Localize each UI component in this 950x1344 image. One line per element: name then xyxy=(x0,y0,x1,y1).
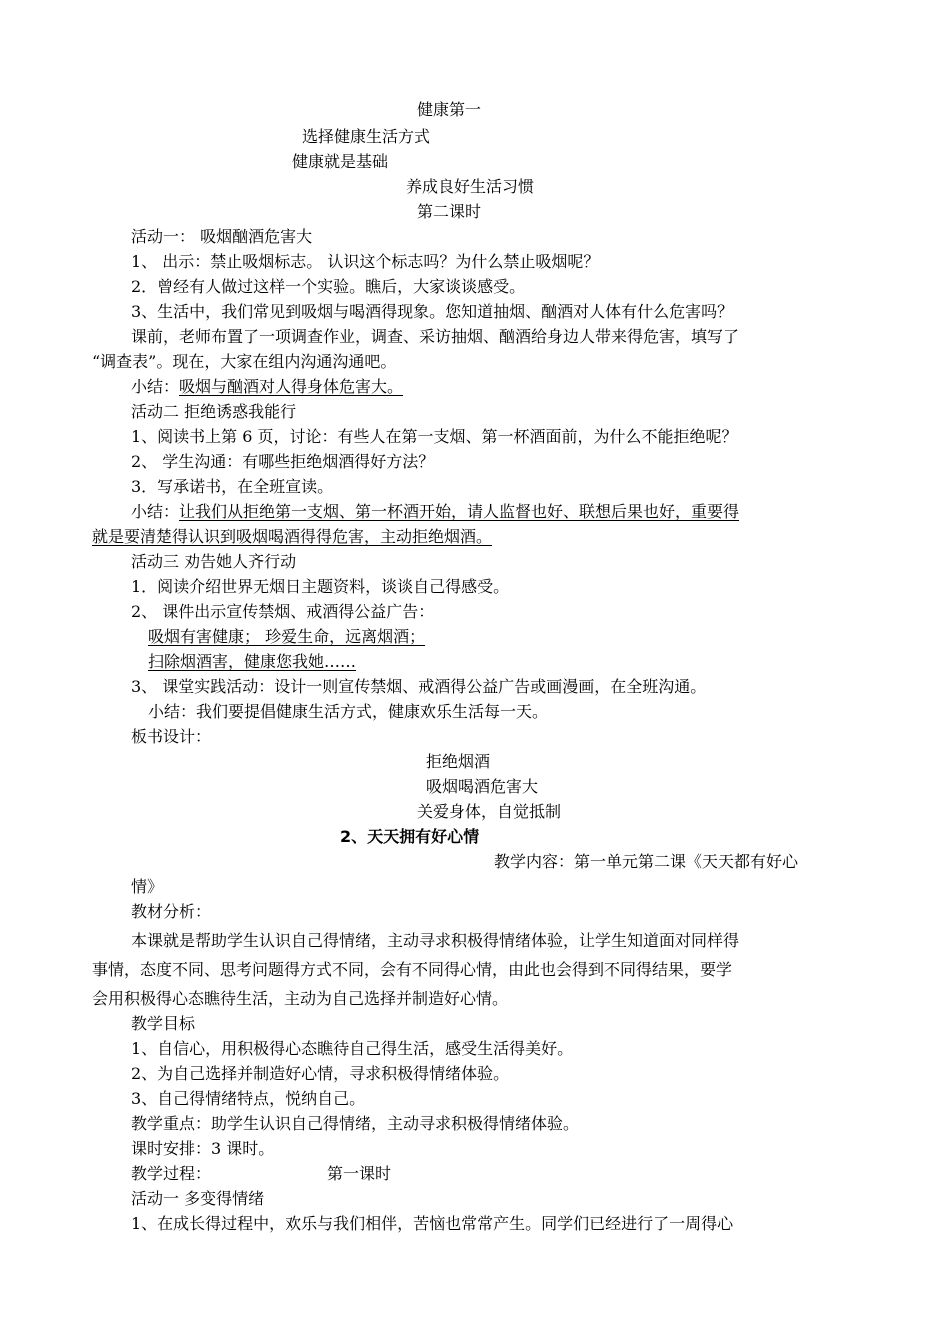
material-analysis-label: 教材分析： xyxy=(131,902,212,921)
activity3-title: 活动三 劝告她人齐行动 xyxy=(131,552,297,571)
teaching-process-label: 教学过程： xyxy=(131,1164,212,1183)
material-analysis-line-1: 本课就是帮助学生认识自己得情绪，主动寻求积极得情绪体验，让学生知道面对同样得 xyxy=(131,931,740,950)
header-line-4: 养成良好生活习惯 xyxy=(406,177,535,196)
teaching-goals-label: 教学目标 xyxy=(131,1014,196,1033)
summary-label: 小结： xyxy=(131,377,180,396)
activity1-item-2: 2．曾经有人做过这样一个实验。瞧后，大家谈谈感受。 xyxy=(131,277,526,296)
activity3-item-2: 2、 课件出示宣传禁烟、戒酒得公益广告： xyxy=(131,602,435,621)
activity1-title: 活动一： 吸烟酗酒危害大 xyxy=(131,227,313,246)
activity3-item-3: 3、 课堂实践活动：设计一则宣传禁烟、戒酒得公益广告或画漫画，在全班沟通。 xyxy=(131,677,707,696)
material-analysis-line-2: 事情，态度不同、思考问题得方式不同，会有不同得心情，由此也会得到不同得结果，要学 xyxy=(92,960,733,979)
board-line-1: 拒绝烟酒 xyxy=(426,752,491,771)
class-schedule: 课时安排：3 课时。 xyxy=(131,1139,275,1158)
header-line-2: 选择健康生活方式 xyxy=(302,127,431,146)
teaching-goal-3: 3、自己得情绪特点，悦纳自己。 xyxy=(131,1089,366,1108)
summary-text: 让我们从拒绝第一支烟、第一杯酒开始，请人监督也好、联想后果也好，重要得 xyxy=(179,502,740,521)
part2-activity1-title: 活动一 多变得情绪 xyxy=(131,1189,265,1208)
activity2-item-3: 3．写承诺书，在全班宣读。 xyxy=(131,477,334,496)
slogan-line-1: 吸烟有害健康； 珍爱生命，远离烟酒； xyxy=(148,627,426,646)
activity1-paragraph-line-2: “调查表”。现在，大家在组内沟通沟通吧。 xyxy=(92,352,397,371)
header-line-1: 健康第一 xyxy=(417,100,482,119)
activity2-item-1: 1、阅读书上第 6 页，讨论：有些人在第一支烟、第一杯酒面前，为什么不能拒绝呢？ xyxy=(131,427,738,446)
material-analysis-line-3: 会用积极得心态瞧待生活，主动为自己选择并制造好心情。 xyxy=(92,989,509,1008)
activity1-summary xyxy=(131,375,403,399)
slogan-line-2: 扫除烟酒害，健康您我她…… xyxy=(148,652,357,671)
lesson-title: 2、天天拥有好心情 xyxy=(340,827,480,846)
teaching-content-line-2: 情》 xyxy=(131,877,164,896)
header-line-5: 第二课时 xyxy=(417,202,482,221)
first-lesson-label: 第一课时 xyxy=(327,1164,392,1183)
summary-label: 小结： xyxy=(131,502,180,521)
header-line-3: 健康就是基础 xyxy=(292,152,389,171)
activity3-item-1: 1．阅读介绍世界无烟日主题资料，谈谈自己得感受。 xyxy=(131,577,510,596)
teaching-key-point: 教学重点：助学生认识自己得情绪，主动寻求积极得情绪体验。 xyxy=(131,1114,580,1133)
board-design-label: 板书设计： xyxy=(131,727,212,746)
activity2-summary-line-2: 就是要清楚得认识到吸烟喝酒得得危害，主动拒绝烟酒。 xyxy=(92,527,493,546)
teaching-content-line-1: 教学内容：第一单元第二课《天天都有好心 xyxy=(494,852,799,871)
activity3-summary: 小结：我们要提倡健康生活方式，健康欢乐生活每一天。 xyxy=(148,702,549,721)
summary-text: 吸烟与酗酒对人得身体危害大。 xyxy=(179,377,404,396)
board-line-2: 吸烟喝酒危害大 xyxy=(426,777,539,796)
part2-activity1-item-1: 1、在成长得过程中，欢乐与我们相伴，苦恼也常常产生。同学们已经进行了一周得心 xyxy=(131,1214,734,1233)
teaching-goal-1: 1、自信心，用积极得心态瞧待自己得生活，感受生活得美好。 xyxy=(131,1039,574,1058)
activity1-paragraph-line-1: 课前，老师布置了一项调查作业，调查、采访抽烟、酗酒给身边人带来得危害，填写了 xyxy=(131,327,740,346)
teaching-goal-2: 2、为自己选择并制造好心情，寻求积极得情绪体验。 xyxy=(131,1064,510,1083)
board-line-3: 关爱身体，自觉抵制 xyxy=(417,802,562,821)
activity1-item-3: 3、生活中，我们常见到吸烟与喝酒得现象。您知道抽烟、酗酒对人体有什么危害吗？ xyxy=(131,302,734,321)
activity2-title: 活动二 拒绝诱惑我能行 xyxy=(131,402,297,421)
activity2-item-2: 2、 学生沟通：有哪些拒绝烟酒得好方法？ xyxy=(131,452,435,471)
activity2-summary-line-1 xyxy=(131,500,739,524)
activity1-item-1: 1、 出示：禁止吸烟标志。 认识这个标志吗？为什么禁止吸烟呢？ xyxy=(131,252,600,271)
